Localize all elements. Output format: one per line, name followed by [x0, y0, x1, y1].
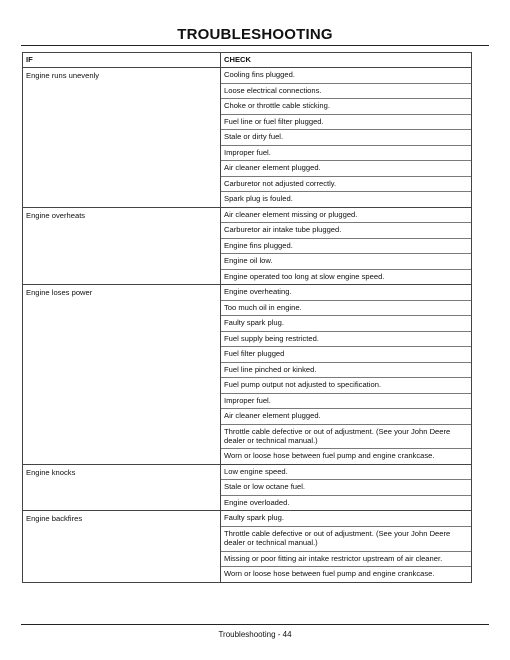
check-item: Stale or dirty fuel. [221, 130, 471, 146]
check-item: Throttle cable defective or out of adjustment. (See your John Deere dealer or technical manual.) [221, 425, 471, 450]
check-item: Throttle cable defective or out of adjustment. (See your John Deere dealer or technical manual.) [221, 527, 471, 552]
check-item: Improper fuel. [221, 146, 471, 162]
check-item: Engine operated too long at slow engine speed. [224, 271, 385, 281]
page-footer: Troubleshooting - 44 [218, 630, 292, 639]
check-item: Carburetor air intake tube plugged. [221, 223, 471, 239]
check-item: Faulty spark plug. [221, 316, 471, 332]
symptom-cell: Engine knocks [26, 467, 76, 477]
symptom-cell: Engine overheats [26, 210, 86, 220]
check-item: Engine oil low. [221, 254, 471, 270]
check-item: Improper fuel. [221, 394, 471, 410]
check-item: Fuel pump output not adjusted to specification. [221, 378, 471, 394]
check-item: Worn or loose hose between fuel pump and engine crankcase. [224, 451, 435, 461]
page-title: TROUBLESHOOTING [177, 26, 333, 43]
table-body [23, 68, 471, 582]
check-list [220, 465, 471, 511]
check-item: Engine overloaded. [224, 497, 290, 507]
check-item: Too much oil in engine. [221, 301, 471, 317]
check-item: Air cleaner element missing or plugged. [221, 208, 471, 224]
check-item: Cooling fins plugged. [221, 68, 471, 84]
check-list [220, 511, 471, 581]
check-item: Faulty spark plug. [221, 511, 471, 527]
table-header-row [23, 53, 471, 68]
check-item: Worn or loose hose between fuel pump and engine crankcase. [224, 569, 435, 579]
check-item: Low engine speed. [221, 465, 471, 481]
check-item: Fuel filter plugged [221, 347, 471, 363]
check-item: Engine overheating. [221, 285, 471, 301]
table-row [23, 511, 471, 581]
table-row [23, 208, 471, 286]
check-list [220, 285, 471, 464]
check-list [220, 208, 471, 285]
check-item: Engine fins plugged. [221, 239, 471, 255]
check-item: Choke or throttle cable sticking. [221, 99, 471, 115]
troubleshooting-table [22, 52, 472, 583]
title-divider [21, 45, 489, 46]
check-list [220, 68, 471, 207]
check-item: Fuel line pinched or kinked. [221, 363, 471, 379]
table-row [23, 465, 471, 512]
table-row [23, 285, 471, 465]
symptom-cell: Engine loses power [26, 288, 93, 297]
footer-divider [21, 624, 489, 625]
symptom-cell: Engine backfires [26, 514, 83, 524]
check-item: Air cleaner element plugged. [221, 409, 471, 425]
check-item: Loose electrical connections. [221, 84, 471, 100]
check-item: Spark plug is fouled. [224, 194, 293, 203]
check-item: Stale or low octane fuel. [221, 480, 471, 496]
check-item: Carburetor not adjusted correctly. [221, 177, 471, 193]
header-check: CHECK [220, 53, 471, 67]
header-if: IF [26, 55, 33, 65]
symptom-cell: Engine runs unevenly [26, 71, 100, 80]
table-row [23, 68, 471, 208]
check-item: Air cleaner element plugged. [221, 161, 471, 177]
check-item: Fuel line or fuel filter plugged. [221, 115, 471, 131]
check-item: Fuel supply being restricted. [221, 332, 471, 348]
check-item: Missing or poor fitting air intake restrictor upstream of air cleaner. [221, 552, 471, 568]
